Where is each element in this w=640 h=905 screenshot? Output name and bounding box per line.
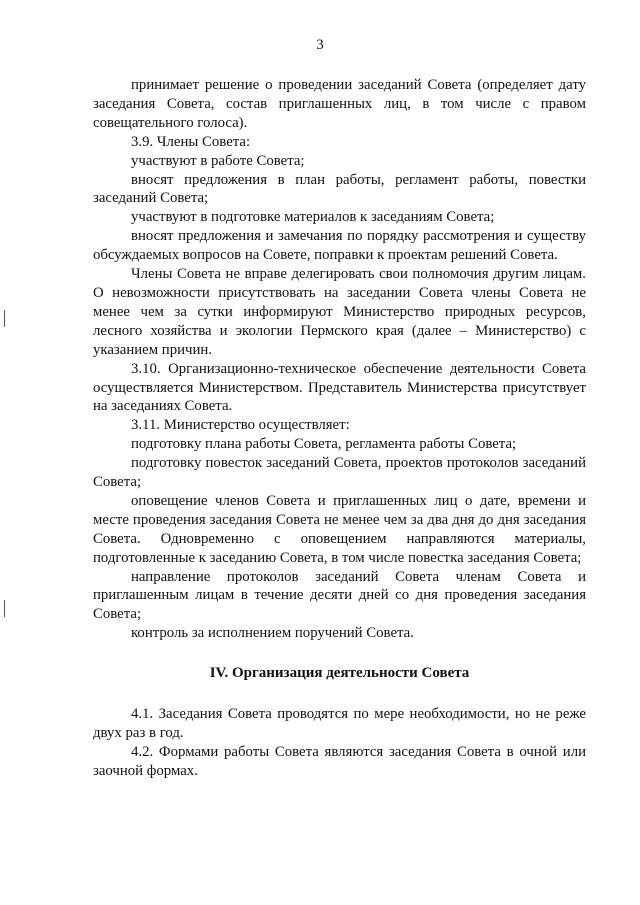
section-heading: IV. Организация деятельности Совета xyxy=(209,665,470,682)
paragraph: вносят предложения и замечания по порядку рассмотрения и существу обсуждаемых вопросов на Совете, поправки к проектам решений Совета. xyxy=(93,228,586,264)
scan-edge-mark xyxy=(4,600,5,617)
paragraph: направление протоколов заседаний Совета членам Совета и приглашенным лицам в течение десяти дней со дня проведения заседания Совета; xyxy=(93,568,586,623)
paragraph: 3.11. Министерство осуществляет: xyxy=(131,417,350,434)
paragraph: Члены Совета не вправе делегировать свои полномочия другим лицам. О невозможности присутствовать на заседании Совета члены Совета не менее чем за сутки информируют Министерство природных ресурсов, лесного хозяйства и экологии Пермского края (далее – Министерство) с указанием причин. xyxy=(93,266,586,358)
paragraph: принимает решение о проведении заседаний Совета (определяет дату заседания Совета, состав приглашенных лиц, в том числе с правом совещательного голоса). xyxy=(93,77,586,131)
paragraph: вносят предложения в план работы, регламент работы, повестки заседаний Совета; xyxy=(93,171,586,207)
paragraph: 3.10. Организационно-техническое обеспечение деятельности Совета осуществляется Министерством. Представитель Министерства присутствует на заседаниях Совета. xyxy=(93,360,586,415)
paragraph: подготовку плана работы Совета, регламента работы Совета; xyxy=(131,436,517,453)
paragraph: 4.1. Заседания Совета проводятся по мере необходимости, но не реже двух раз в год. xyxy=(93,706,586,742)
paragraph: 3.9. Члены Совета: xyxy=(131,133,251,150)
scan-edge-mark xyxy=(4,310,5,327)
paragraph: участвуют в работе Совета; xyxy=(131,152,305,169)
paragraph: подготовку повесток заседаний Совета, проектов протоколов заседаний Совета; xyxy=(93,455,586,491)
paragraph: оповещение членов Совета и приглашенных лиц о дате, времени и месте проведения заседания Совета не менее чем за два дня до дня заседания Совета. Одновременно с оповещением направляются материалы, подготовленные к заседанию Совета, в том числе повестка заседания Совета; xyxy=(93,492,586,566)
paragraph: контроль за исполнением поручений Совета. xyxy=(131,625,414,642)
paragraph: участвуют в подготовке материалов к заседаниям Совета; xyxy=(131,209,495,226)
paragraph: 4.2. Формами работы Совета являются заседания Совета в очной или заочной формах. xyxy=(93,744,586,779)
document-body xyxy=(93,76,586,781)
page-number: 3 xyxy=(316,37,324,53)
